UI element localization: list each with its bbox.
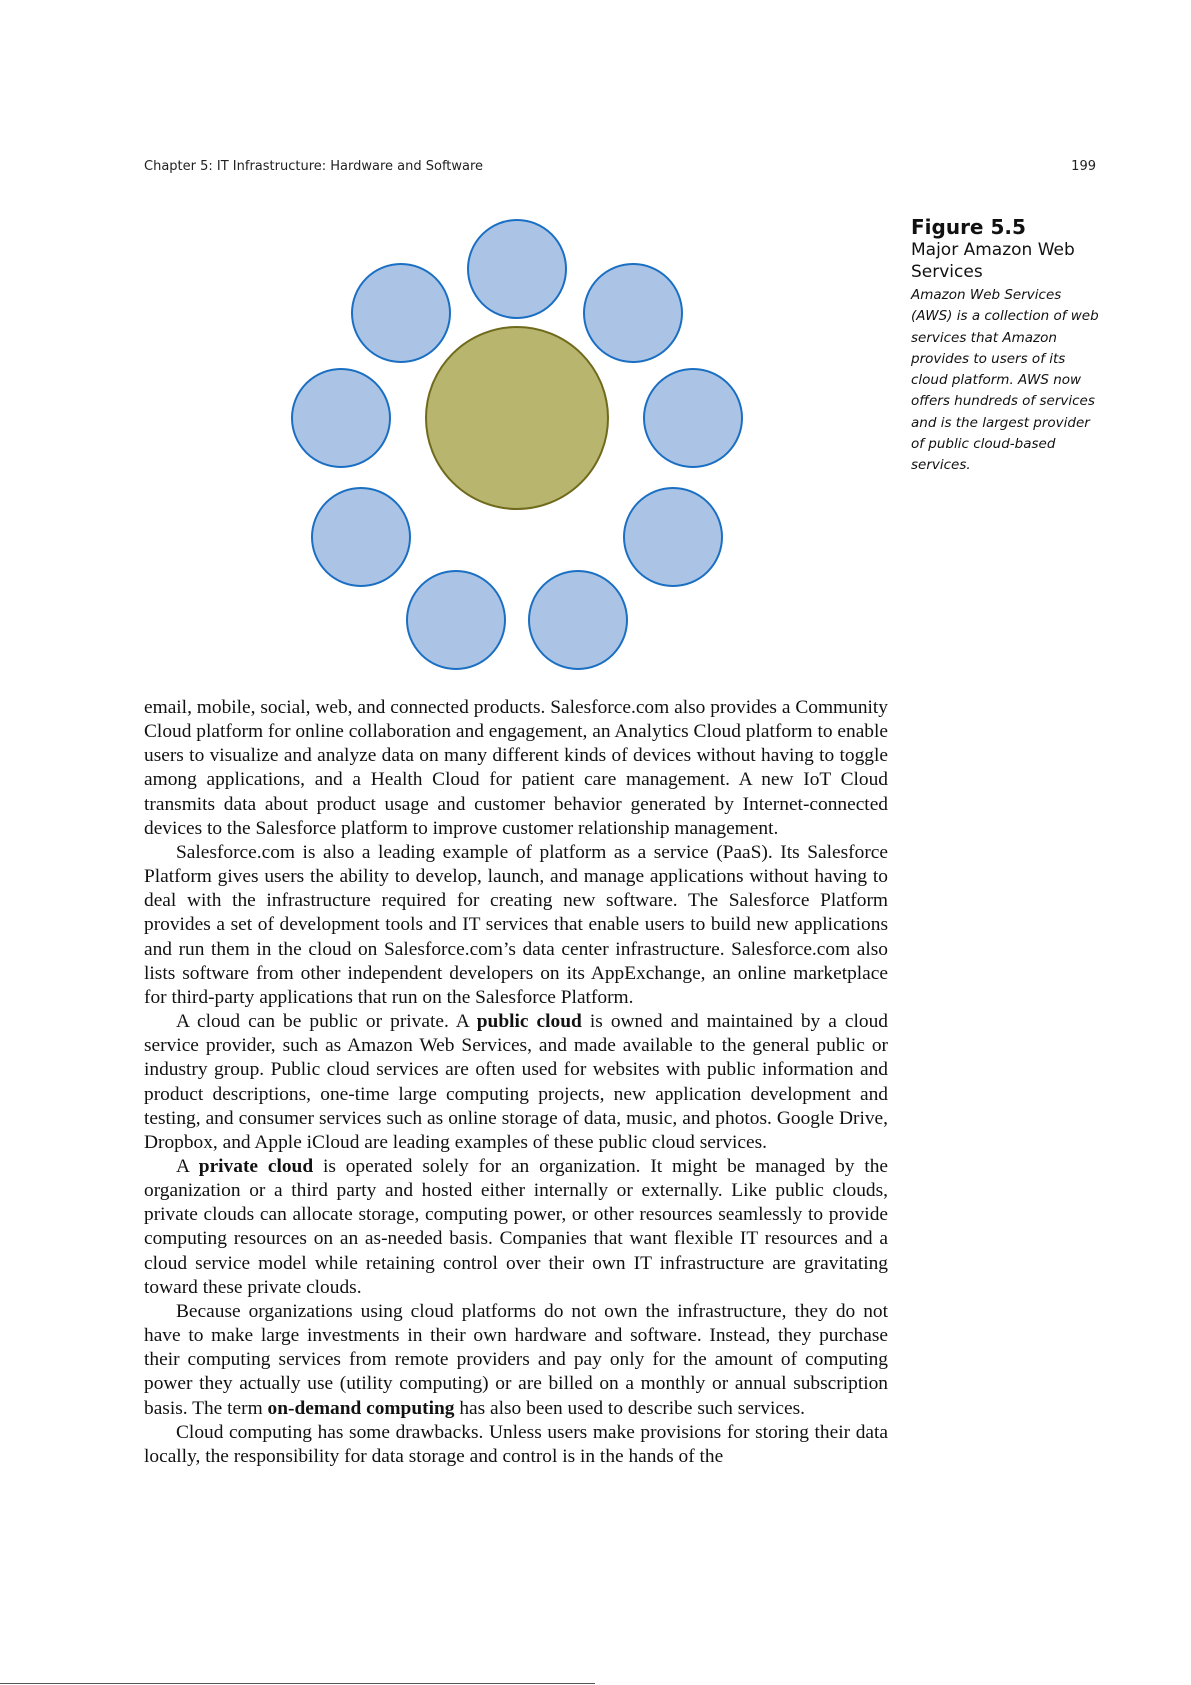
text-span: has also been used to describe such services.	[454, 1397, 806, 1419]
text-span: is owned and maintained by a cloud service provider, such as Amazon Web Services, and made available to the general public or industry group. Public cloud services are often used for websites with public information and product descriptions, one-time large computing projects, new application development and testing, and consumer services such as online storage of data, music, and photos. Google Drive, Dropbox, and Apple iCloud are leading examples of these public cloud services.	[144, 1011, 888, 1153]
figure-description: Amazon Web Services (AWS) is a collection of web services that Amazon provides to users of its cloud platform. AWS now offers hundreds of services and is the largest provider of public cloud-based services.	[911, 287, 1099, 474]
chapter-title: Chapter 5: IT Infrastructure: Hardware and Software	[144, 159, 484, 174]
aws-services-diagram	[280, 210, 760, 680]
paragraph	[144, 1300, 888, 1421]
text-span: is operated solely for an organization. It might be managed by the organization or a third party and hosted either internally or externally. Like public clouds, private clouds can allocate storage, computing power, or other resources seamlessly to provide computing resources on an as-needed basis. Companies that want flexible IT resources and a cloud service model while retaining control over their own IT infrastructure are gravitating toward these private clouds.	[144, 1155, 889, 1298]
paragraph	[144, 1155, 888, 1300]
service-circle	[624, 488, 722, 586]
footer-divider	[0, 1683, 595, 1684]
key-term-on-demand-computing: on-demand computing	[267, 1397, 455, 1419]
paragraph	[144, 1010, 888, 1155]
service-circle	[352, 264, 450, 362]
service-circle	[584, 264, 682, 362]
paragraph: Salesforce.com is also a leading example of platform as a service (PaaS). Its Salesforce Platform gives users the ability to develop, launch, and manage applications without having to deal with the infrastructure required for creating new software. The Salesforce Platform provides a set of development tools and IT services that enable users to build new applications and run them in the cloud on Salesforce.com’s data center infrastructure. Salesforce.com also lists software from other independent developers on its AppExchange, an online marketplace for third-party applications that run on the Salesforce Platform.	[144, 841, 888, 1008]
service-circle	[312, 488, 410, 586]
service-circle	[529, 571, 627, 669]
center-circle	[426, 327, 608, 509]
body-text	[144, 696, 888, 1469]
text-span: A cloud can be public or private. A	[176, 1011, 477, 1033]
service-circle	[468, 220, 566, 318]
paragraph: Cloud computing has some drawbacks. Unless users make provisions for storing their data locally, the responsibility for data storage and control is in the hands of the	[144, 1421, 888, 1467]
key-term-public-cloud: public cloud	[476, 1011, 582, 1033]
figure-number: Figure 5.5	[911, 215, 1026, 239]
service-circle	[292, 369, 390, 467]
text-span: A	[176, 1155, 199, 1177]
key-term-private-cloud: private cloud	[198, 1155, 314, 1177]
figure-caption	[911, 215, 1101, 477]
paragraph: email, mobile, social, web, and connected products. Salesforce.com also provides a Community Cloud platform for online collaboration and engagement, an Analytics Cloud platform to enable users to visualize and analyze data on many different kinds of devices without having to toggle among applications, and a Health Cloud for patient care management. A new IoT Cloud transmits data about product usage and customer behavior generated by Internet-connected devices to the Salesforce platform to improve customer relationship management.	[144, 697, 888, 839]
text-span: Because organizations using cloud platforms do not own the infrastructure, they do not have to make large investments in their own hardware and software. Instead, they purchase their computing services from remote providers and pay only for the amount of computing power they actually use (utility computing) or are billed on a monthly or annual subscription basis. The term	[144, 1300, 888, 1419]
service-circle	[644, 369, 742, 467]
aws-services-figure	[280, 210, 760, 680]
service-circle	[407, 571, 505, 669]
figure-title: Major Amazon Web Services	[911, 240, 1075, 282]
page-number: 199	[1071, 159, 1096, 174]
